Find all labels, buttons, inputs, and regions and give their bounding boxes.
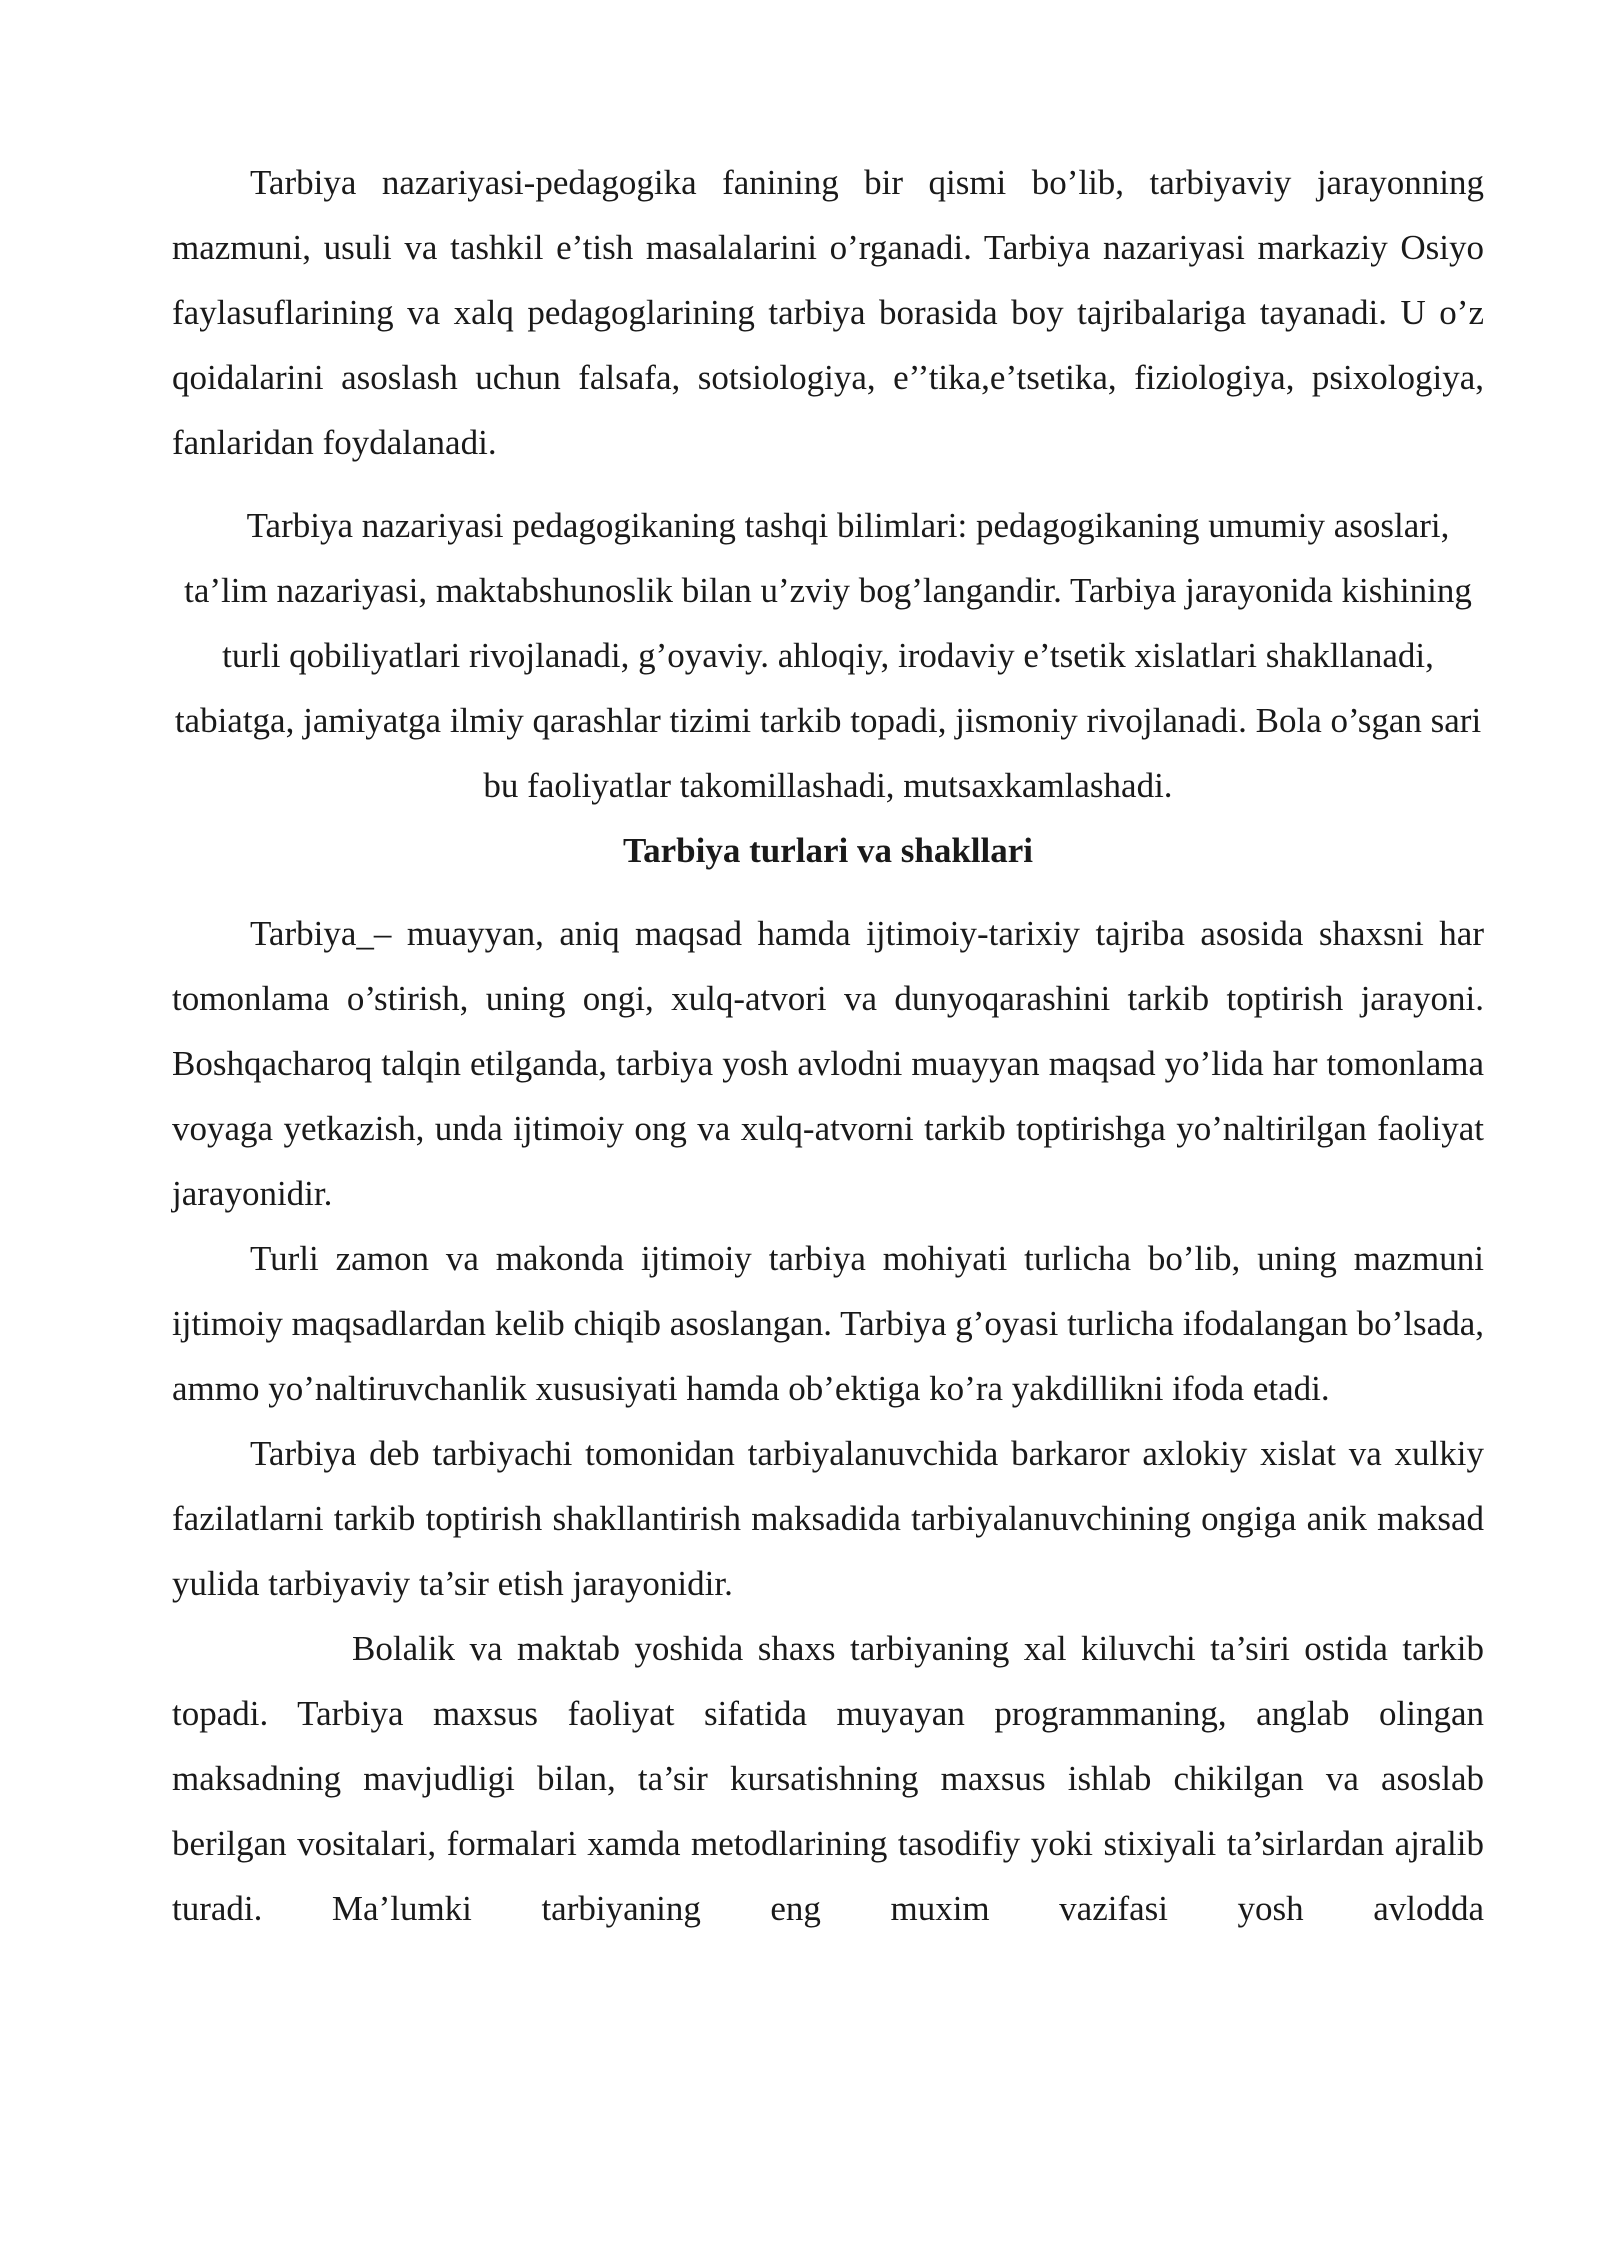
paragraph-theory-intro: Tarbiya nazariyasi-pedagogika fanining bir qismi bo’lib, tarbiyaviy jarayonning mazmuni, usuli va tashkil e’tish masalalarini o’rganadi. Tarbiya nazariyasi markaziy Osiyo faylasuflarining va xalq pedagoglarining tarbiya borasida boy tajribalariga tayanadi. U o’z qoidalarini asoslash uchun falsafa, sotsiologiya, e’’tika,e’tsetika, fiziologiya, psixologiya, fanlaridan foydalanadi. <box>172 163 1484 462</box>
paragraph-definition: Tarbiya_– muayyan, aniq maqsad hamda ijtimoiy-tarixiy tajriba asosida shaxsni har tomonlama o’stirish, uning ongi, xulq-atvori va dunyoqarashini tarkib toptirish jarayoni. Boshqacharoq talqin etilganda, tarbiya yosh avlodni muayyan maqsad yo’lida har tomonlama voyaga yetkazish, unda ijtimoiy ong va xulq-atvorni tarkib toptirishga yo’naltirilgan faoliyat jarayonidir. <box>172 914 1484 1213</box>
document-page <box>172 150 1484 1941</box>
paragraph-social-upbringing: Turli zamon va makonda ijtimoiy tarbiya mohiyati turlicha bo’lib, uning mazmuni ijtimoiy maqsadlardan kelib chiqib asoslangan. Tarbiya g’oyasi turlicha ifodalangan bo’lsada, ammo yo’naltiruvchanlik xususiyati hamda ob’ektiga ko’ra yakdillikni ifoda etadi. <box>172 1239 1484 1408</box>
paragraph-upbringing-definition: Tarbiya deb tarbiyachi tomonidan tarbiyalanuvchida barkaror axlokiy xislat va xulkiy fazilatlarni tarkib toptirish shakllantirish maksadida tarbiyalanuvchining ongiga anik maksad yulida tarbiyaviy ta’sir etish jarayonidir. <box>172 1434 1484 1603</box>
paragraph-theory-links: Tarbiya nazariyasi pedagogikaning tashqi bilimlari: pedagogikaning umumiy asoslari, ta’lim nazariyasi, maktabshunoslik bilan u’zviy bog’langandir. Tarbiya jarayonida kishining turli qobiliyatlari rivojlanadi, g’oyaviy. ahloqiy, irodaviy e’tsetik xislatlari shakllanadi, tabiatga, jamiyatga ilmiy qarashlar tizimi tarkib topadi, jismoniy rivojlanadi. Bola o’sgan sari bu faoliyatlar takomillashadi, mutsaxkamlashadi. <box>174 506 1482 805</box>
section-heading: Tarbiya turlari va shakllari <box>622 831 1033 870</box>
paragraph-childhood: Bolalik va maktab yoshida shaxs tarbiyaning xal kiluvchi ta’siri ostida tarkib topadi. Tarbiya maxsus faoliyat sifatida muyayan programmaning, anglab olingan maksadning mavjudligi bilan, ta’sir kursatishning maxsus ishlab chikilgan va asoslab berilgan vositalari, formalari xamda metodlarining tasodifiy yoki stixiyali ta’sirlardan ajralib turadi. Ma’lumki tarbiyaning eng muxim vazifasi yosh avlodda <box>172 1629 1484 1928</box>
